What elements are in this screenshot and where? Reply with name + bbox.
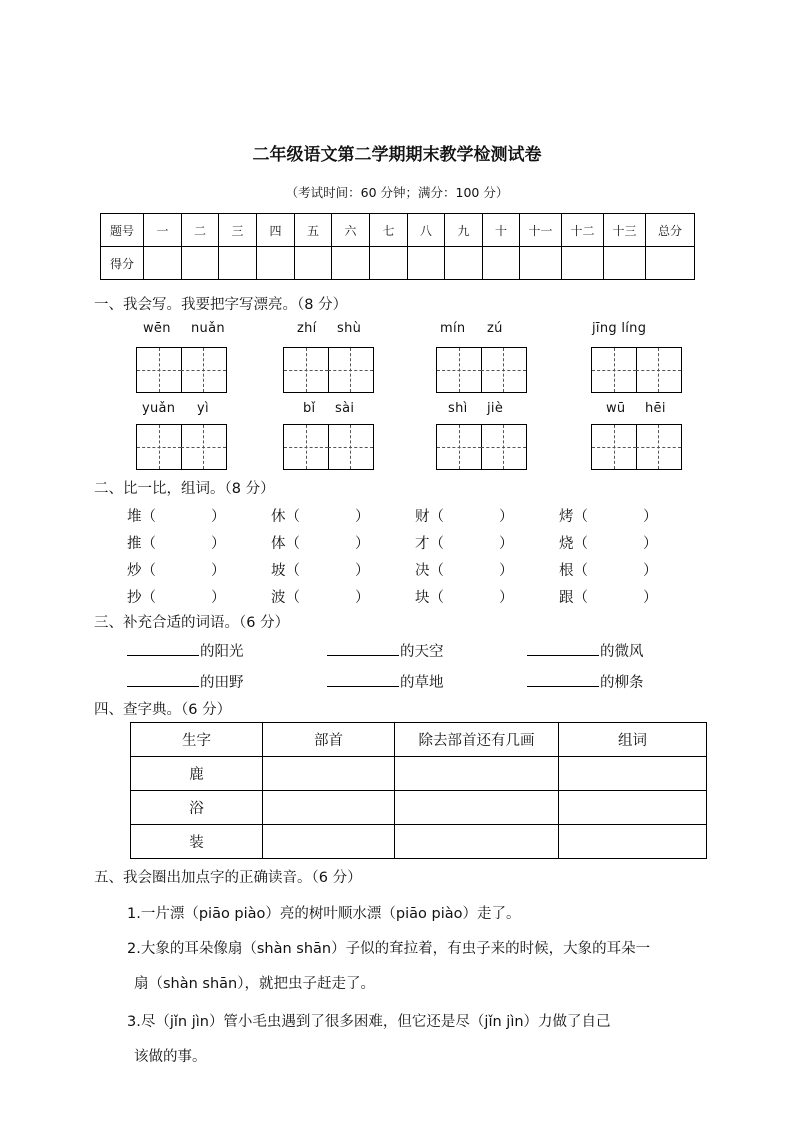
fill-blank[interactable] — [327, 672, 399, 687]
compare-item — [559, 532, 658, 553]
score-header-cell: 四 — [257, 214, 295, 247]
score-header-cell: 十 — [483, 214, 520, 247]
pinyin-label: jīng líng — [592, 321, 647, 336]
compare-answer-blank[interactable] — [574, 586, 658, 607]
open-paren: （ — [285, 509, 300, 525]
score-input-cell[interactable] — [182, 247, 219, 280]
compare-item — [559, 586, 658, 607]
compare-char: 休 — [271, 509, 286, 525]
compare-item — [271, 559, 370, 580]
section2-heading: 二、比一比，组词。（8 分） — [94, 481, 275, 497]
open-paren: （ — [573, 590, 588, 606]
score-header-cell: 十三 — [604, 214, 646, 247]
score-header-cell: 题号 — [101, 214, 144, 247]
compare-answer-blank[interactable] — [430, 505, 514, 526]
dictionary-row — [131, 825, 707, 859]
question-line: 扇（shàn shān），就把虫子赶走了。 — [134, 976, 375, 992]
score-input-cell[interactable] — [144, 247, 182, 280]
fill-suffix: 的田野 — [200, 675, 244, 691]
compare-item — [559, 505, 658, 526]
score-input-cell[interactable] — [520, 247, 562, 280]
open-paren: （ — [573, 509, 588, 525]
writing-grid-cell[interactable] — [591, 347, 637, 393]
pinyin-label: shì — [448, 401, 468, 416]
score-input-cell[interactable] — [257, 247, 295, 280]
fill-item — [127, 640, 244, 661]
close-paren: ） — [211, 563, 226, 579]
score-input-cell[interactable] — [295, 247, 332, 280]
writing-grid-cell[interactable] — [328, 347, 374, 393]
open-paren: （ — [285, 563, 300, 579]
pinyin-label: sài — [335, 401, 355, 416]
dictionary-char: 浴 — [131, 791, 263, 825]
fill-item — [127, 671, 244, 692]
pinyin-label: wēn — [143, 321, 171, 336]
score-input-cell[interactable] — [332, 247, 370, 280]
score-input-cell[interactable] — [646, 247, 695, 280]
compare-char: 财 — [415, 509, 430, 525]
pinyin-label: nuǎn — [191, 321, 225, 336]
compare-answer-blank[interactable] — [430, 532, 514, 553]
close-paren: ） — [355, 563, 370, 579]
compare-answer-blank[interactable] — [574, 532, 658, 553]
writing-grid-cell[interactable] — [481, 347, 527, 393]
compare-answer-blank[interactable] — [286, 505, 370, 526]
compare-answer-blank[interactable] — [286, 532, 370, 553]
compare-item — [415, 532, 514, 553]
score-input-cell[interactable] — [445, 247, 483, 280]
question-line: 3.尽（jǐn jìn）管小毛虫遇到了很多困难，但它还是尽（jǐn jìn）力做了自己 — [127, 1014, 611, 1030]
score-table — [100, 213, 695, 280]
score-header-cell: 十二 — [562, 214, 604, 247]
compare-answer-blank[interactable] — [574, 559, 658, 580]
pinyin-label: yuǎn — [142, 401, 176, 416]
compare-answer-blank[interactable] — [142, 532, 226, 553]
compare-char: 堆 — [127, 509, 142, 525]
close-paren: ） — [499, 536, 514, 552]
section5-heading: 五、我会圈出加点字的正确读音。（6 分） — [94, 870, 362, 886]
compare-answer-blank[interactable] — [142, 586, 226, 607]
compare-char: 才 — [415, 536, 430, 552]
score-header-cell: 十一 — [520, 214, 562, 247]
question-line: 该做的事。 — [134, 1049, 207, 1065]
dictionary-answer-cell[interactable] — [395, 825, 559, 859]
score-header-cell: 总分 — [646, 214, 695, 247]
dictionary-header-cell: 生字 — [131, 723, 263, 757]
compare-answer-blank[interactable] — [430, 559, 514, 580]
compare-item — [415, 559, 514, 580]
score-header-cell: 五 — [295, 214, 332, 247]
fill-blank[interactable] — [527, 641, 599, 656]
open-paren: （ — [429, 509, 444, 525]
close-paren: ） — [355, 536, 370, 552]
open-paren: （ — [141, 590, 156, 606]
compare-item — [271, 532, 370, 553]
score-header-cell: 三 — [219, 214, 257, 247]
dictionary-answer-cell[interactable] — [559, 757, 707, 791]
score-table-header-row — [101, 214, 695, 247]
exam-title: 二年级语文第二学期期末教学检测试卷 — [252, 145, 542, 165]
score-header-cell: 一 — [144, 214, 182, 247]
close-paren: ） — [499, 590, 514, 606]
close-paren: ） — [643, 590, 658, 606]
score-header-cell: 二 — [182, 214, 219, 247]
fill-item — [527, 671, 644, 692]
fill-suffix: 的阳光 — [200, 644, 244, 660]
open-paren: （ — [141, 563, 156, 579]
exam-subtitle: （考试时间：60 分钟；满分：100 分） — [285, 185, 509, 200]
pinyin-label: hēi — [645, 401, 666, 416]
score-header-cell: 八 — [408, 214, 445, 247]
close-paren: ） — [355, 509, 370, 525]
close-paren: ） — [211, 509, 226, 525]
writing-grid-cell[interactable] — [636, 424, 682, 470]
fill-item — [327, 640, 444, 661]
pinyin-label: mín — [440, 321, 466, 336]
close-paren: ） — [643, 563, 658, 579]
pinyin-label: yì — [197, 401, 209, 416]
score-header-cell: 六 — [332, 214, 370, 247]
writing-grid-cell[interactable] — [181, 424, 227, 470]
compare-answer-blank[interactable] — [142, 505, 226, 526]
compare-item — [271, 505, 370, 526]
score-input-cell[interactable] — [604, 247, 646, 280]
pinyin-label: zhí — [297, 321, 317, 336]
writing-grid-cell[interactable] — [283, 347, 329, 393]
dictionary-answer-cell[interactable] — [395, 791, 559, 825]
compare-char: 波 — [271, 590, 286, 606]
writing-grid-cell[interactable] — [136, 424, 182, 470]
compare-char: 体 — [271, 536, 286, 552]
compare-item — [127, 559, 226, 580]
fill-suffix: 的柳条 — [600, 675, 644, 691]
close-paren: ） — [643, 536, 658, 552]
open-paren: （ — [429, 590, 444, 606]
writing-grid-cell[interactable] — [436, 424, 482, 470]
compare-char: 根 — [559, 563, 574, 579]
fill-item — [527, 640, 644, 661]
score-header-cell: 七 — [370, 214, 408, 247]
score-input-cell[interactable] — [219, 247, 257, 280]
section3-heading: 三、补充合适的词语。（6 分） — [94, 615, 290, 631]
pinyin-label: bǐ — [303, 401, 316, 416]
dictionary-answer-cell[interactable] — [263, 825, 395, 859]
pinyin-label: shù — [337, 321, 362, 336]
dictionary-char: 装 — [131, 825, 263, 859]
compare-answer-blank[interactable] — [430, 586, 514, 607]
open-paren: （ — [429, 536, 444, 552]
writing-grid-cell[interactable] — [181, 347, 227, 393]
compare-char: 炒 — [127, 563, 142, 579]
compare-answer-blank[interactable] — [286, 559, 370, 580]
fill-suffix: 的天空 — [400, 644, 444, 660]
fill-item — [327, 671, 444, 692]
dictionary-answer-cell[interactable] — [263, 791, 395, 825]
close-paren: ） — [211, 536, 226, 552]
dictionary-answer-cell[interactable] — [395, 757, 559, 791]
dictionary-header-cell: 部首 — [263, 723, 395, 757]
fill-blank[interactable] — [127, 672, 199, 687]
fill-suffix: 的微风 — [600, 644, 644, 660]
compare-item — [127, 505, 226, 526]
fill-blank[interactable] — [527, 672, 599, 687]
dictionary-answer-cell[interactable] — [559, 825, 707, 859]
dictionary-table — [130, 722, 707, 859]
compare-char: 跟 — [559, 590, 574, 606]
writing-grid-cell[interactable] — [481, 424, 527, 470]
writing-grid-cell[interactable] — [636, 347, 682, 393]
open-paren: （ — [141, 536, 156, 552]
compare-char: 抄 — [127, 590, 142, 606]
fill-blank[interactable] — [127, 641, 199, 656]
close-paren: ） — [499, 509, 514, 525]
score-input-cell[interactable] — [408, 247, 445, 280]
compare-item — [127, 532, 226, 553]
question-line: 1.一片漂（piāo piào）亮的树叶顺水漂（piāo piào）走了。 — [127, 906, 521, 922]
compare-char: 决 — [415, 563, 430, 579]
dictionary-header-row — [131, 723, 707, 757]
fill-suffix: 的草地 — [400, 675, 444, 691]
compare-char: 烤 — [559, 509, 574, 525]
score-row-label: 得分 — [101, 247, 144, 280]
writing-grid-cell[interactable] — [283, 424, 329, 470]
open-paren: （ — [285, 536, 300, 552]
compare-item — [127, 586, 226, 607]
pinyin-label: jiè — [487, 401, 504, 416]
writing-grid-cell[interactable] — [136, 347, 182, 393]
fill-blank[interactable] — [327, 641, 399, 656]
writing-grid-cell[interactable] — [591, 424, 637, 470]
compare-char: 烧 — [559, 536, 574, 552]
dictionary-row — [131, 791, 707, 825]
compare-answer-blank[interactable] — [142, 559, 226, 580]
compare-char: 推 — [127, 536, 142, 552]
compare-answer-blank[interactable] — [286, 586, 370, 607]
open-paren: （ — [429, 563, 444, 579]
close-paren: ） — [211, 590, 226, 606]
dictionary-row — [131, 757, 707, 791]
dictionary-header-cell: 除去部首还有几画 — [395, 723, 559, 757]
score-input-cell[interactable] — [483, 247, 520, 280]
compare-item — [559, 559, 658, 580]
compare-char: 块 — [415, 590, 430, 606]
pinyin-label: wū — [606, 401, 626, 416]
section1-heading: 一、我会写。我要把字写漂亮。（8 分） — [94, 297, 348, 313]
open-paren: （ — [285, 590, 300, 606]
dictionary-header-cell: 组词 — [559, 723, 707, 757]
score-input-cell[interactable] — [562, 247, 604, 280]
score-input-cell[interactable] — [370, 247, 408, 280]
compare-item — [415, 505, 514, 526]
score-table-score-row — [101, 247, 695, 280]
dictionary-char: 鹿 — [131, 757, 263, 791]
section4-heading: 四、查字典。（6 分） — [94, 702, 232, 718]
close-paren: ） — [499, 563, 514, 579]
dictionary-answer-cell[interactable] — [263, 757, 395, 791]
question-line: 2.大象的耳朵像扇（shàn shān）子似的耷拉着，有虫子来的时候，大象的耳朵一 — [127, 941, 651, 957]
close-paren: ） — [355, 590, 370, 606]
compare-answer-blank[interactable] — [574, 505, 658, 526]
compare-item — [415, 586, 514, 607]
writing-grid-cell[interactable] — [436, 347, 482, 393]
pinyin-label: zú — [487, 321, 503, 336]
dictionary-answer-cell[interactable] — [559, 791, 707, 825]
compare-item — [271, 586, 370, 607]
writing-grid-cell[interactable] — [328, 424, 374, 470]
open-paren: （ — [573, 536, 588, 552]
open-paren: （ — [141, 509, 156, 525]
compare-char: 坡 — [271, 563, 286, 579]
score-header-cell: 九 — [445, 214, 483, 247]
close-paren: ） — [643, 509, 658, 525]
open-paren: （ — [573, 563, 588, 579]
